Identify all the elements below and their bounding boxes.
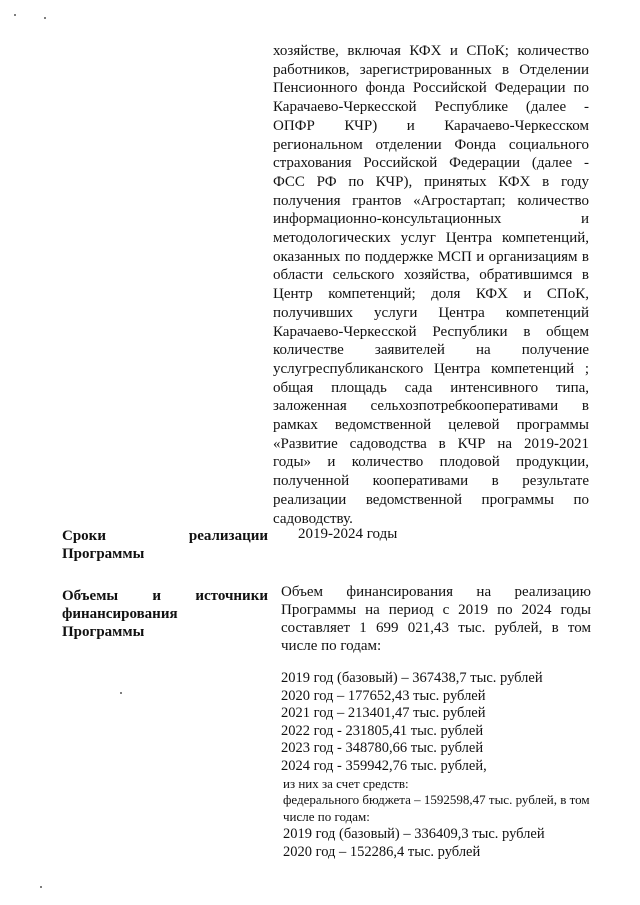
terms-value: 2019-2024 годы	[298, 526, 398, 542]
terms-label-line1: Сроки реализации	[62, 528, 268, 544]
financing-label-line2: финансирования	[62, 606, 178, 622]
scan-speck	[44, 17, 46, 19]
financing-year-line: 2023 год - 348780,66 тыс. рублей	[281, 740, 484, 756]
financing-years-list	[281, 670, 543, 775]
sources-heading: из них за счет средств:	[283, 776, 409, 791]
scan-speck	[120, 692, 122, 694]
financing-year-line: 2024 год - 359942,76 тыс. рублей,	[281, 757, 487, 774]
financing-year-line: 2020 год – 177652,43 тыс. рублей	[281, 687, 486, 704]
financing-label-line1: Объемы и источники	[62, 588, 268, 604]
federal-budget-line: федерального бюджета – 1592598,47 тыс. рублей, в том числе по годам:	[283, 792, 590, 824]
financing-year-line: 2021 год – 213401,47 тыс. рублей	[281, 705, 486, 721]
financing-intro: Объем финансирования на реализацию Программы на период с 2019 по 2024 годы составляет 1 699 021,43 тыс. рублей, в том числе по годам:	[281, 584, 591, 654]
financing-year-line: 2022 год - 231805,41 тыс. рублей	[281, 722, 484, 739]
financing-label	[62, 587, 268, 641]
financing-label-line3: Программы	[62, 624, 145, 640]
federal-year-line: 2019 год (базовый) – 336409,3 тыс. рублей	[283, 826, 545, 842]
scan-speck	[40, 886, 42, 888]
terms-label	[62, 527, 268, 563]
terms-label-line2: Программы	[62, 546, 145, 562]
financing-year-line: 2019 год (базовый) – 367438,7 тыс. рублей	[281, 670, 543, 686]
federal-year-line: 2020 год – 152286,4 тыс. рублей	[283, 843, 481, 860]
scan-speck	[14, 14, 16, 16]
federal-years-list	[283, 826, 545, 861]
objectives-continuation-paragraph: хозяйстве, включая КФХ и СПоК; количество работников, зарегистрированных в Отделении Пенсионного фонда Российской Федерации по Карачаево-Черкесской Республике (далее - ОПФР КЧР) и Карачаево-Черкесском региональном отделении Фонда социального страхования Российской Федерации (далее - ФСС РФ по КЧР), принятых КФХ в году получения грантов «Агростартап; количество информационно-консультационных и методологических услуг Центра компетенций, оказанных по поддержке МСП и организациям в области сельского хозяйства, обратившимся в Центр компетенций; доля КФХ и СПоК, получивших услуги Центра компетенций Карачаево-Черкесской Республики в общем количестве заявителей на получение услугреспубликанского Центра компетенций ; общая площадь сада интенсивного типа, заложенная сельхозпотребкооперативами в рамках ведомственной целевой программы «Развитие садоводства в КЧР на 2019-2021 годы» и количество плодовой продукции, полученной кооперативами в результате реализации ведомственной программы по садоводству.	[273, 43, 589, 527]
